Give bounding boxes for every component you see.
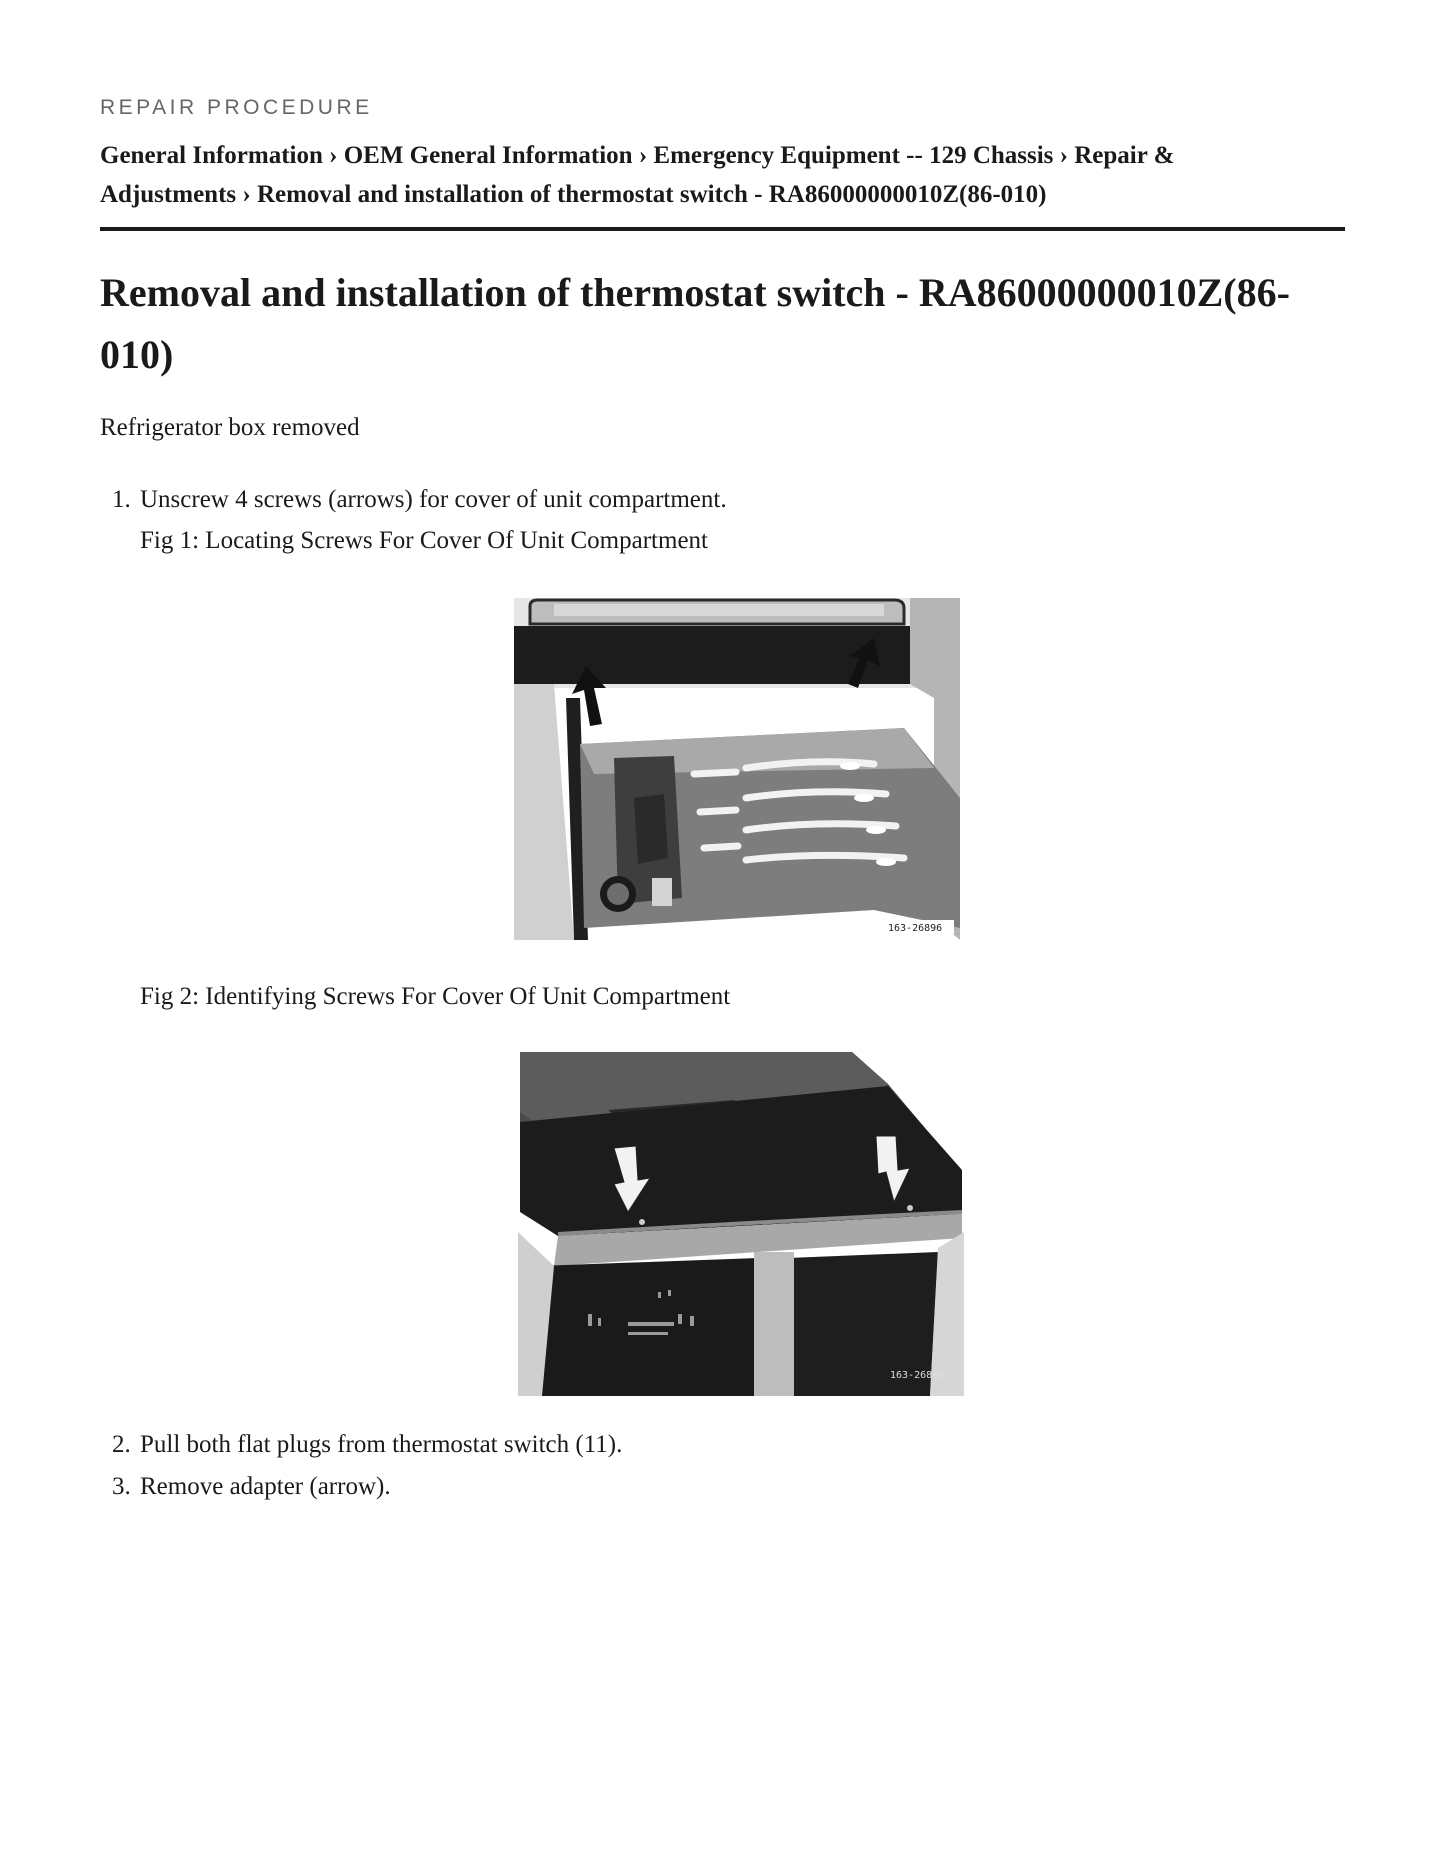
header-divider [100, 227, 1345, 231]
figure-1-caption: Fig 1: Locating Screws For Cover Of Unit Compartment [140, 527, 708, 554]
step-3 [112, 1470, 391, 1504]
section-kicker: REPAIR PROCEDURE [100, 96, 373, 119]
page-title-line-2: 010) [100, 332, 174, 377]
step-2-number: 2. [112, 1431, 131, 1458]
step-1-number: 1. [112, 486, 131, 513]
page-title [100, 262, 1345, 386]
step-2-text: Pull both flat plugs from thermostat switch (11). [140, 1431, 623, 1458]
breadcrumb-line-1: General Information › OEM General Information › Emergency Equipment -- 129 Chassis › Repair & [100, 142, 1175, 169]
step-3-number: 3. [112, 1473, 131, 1500]
step-2 [112, 1428, 622, 1462]
breadcrumb-line-2: Adjustments › Removal and installation of thermostat switch - RA86000000010Z(86-010) [100, 181, 1047, 208]
prerequisite-text: Refrigerator box removed [100, 414, 360, 441]
figure-2-stamp: 163-26895 [890, 1370, 945, 1381]
figure-1-image [514, 598, 960, 940]
figure-2-image [518, 1052, 964, 1396]
figure-1-stamp: 163-26896 [888, 923, 943, 934]
figure-2-caption: Fig 2: Identifying Screws For Cover Of Unit Compartment [140, 983, 731, 1010]
breadcrumb [100, 136, 1345, 214]
step-1-text: Unscrew 4 screws (arrows) for cover of unit compartment. [140, 486, 727, 513]
page-title-line-1: Removal and installation of thermostat switch - RA86000000010Z(86- [100, 270, 1290, 315]
step-1 [112, 483, 727, 517]
step-3-text: Remove adapter (arrow). [140, 1473, 391, 1500]
